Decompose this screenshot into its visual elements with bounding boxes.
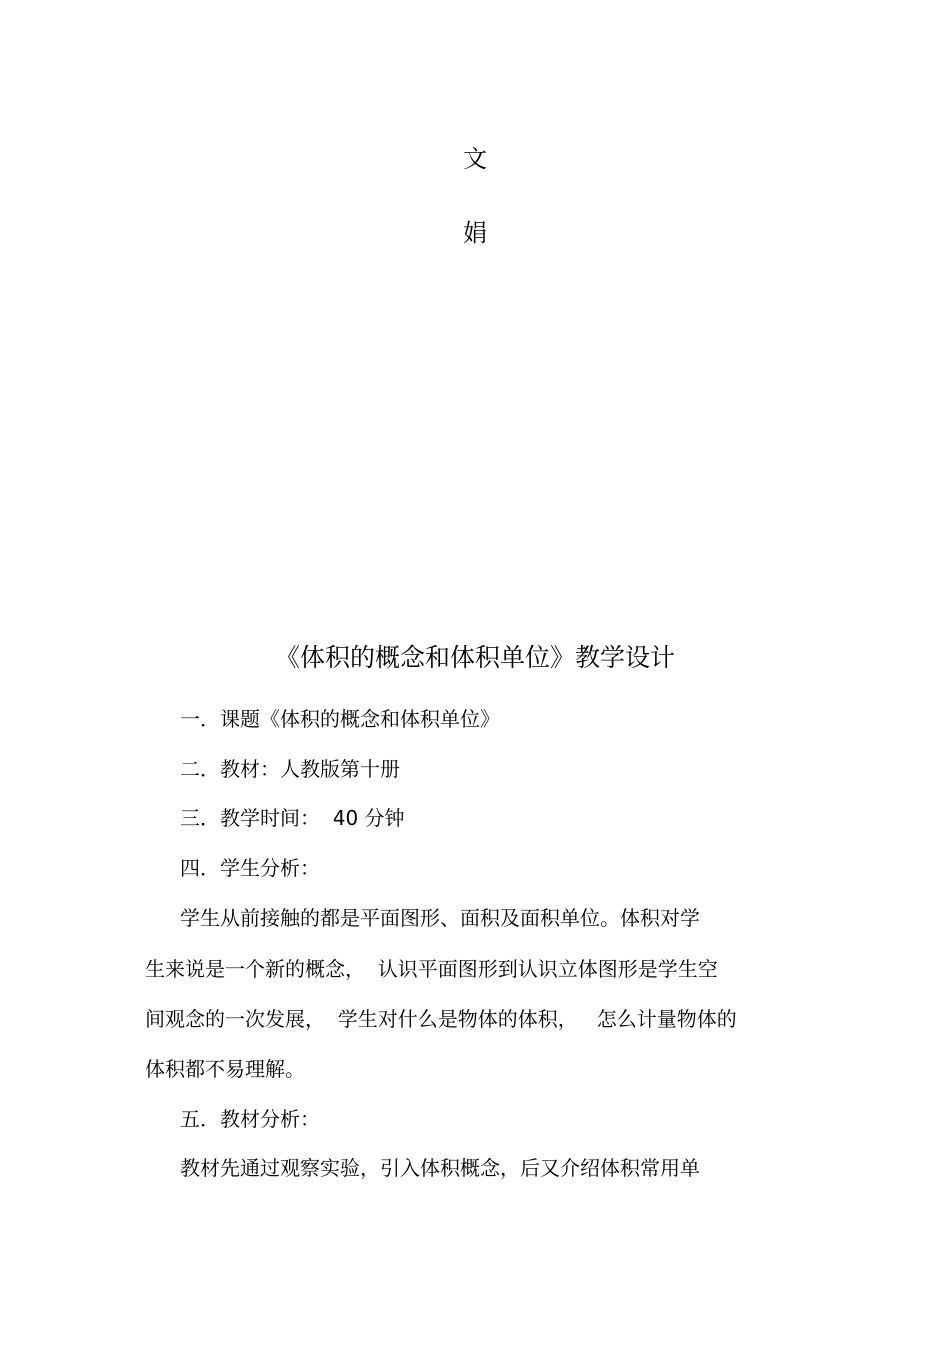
section-shijian: 三．教学时间： 40 分钟 [180,806,405,830]
header-char-2: 娟 [463,219,487,247]
document-title: 《体积的概念和体积单位》教学设计 [274,643,675,672]
paragraph-student-analysis-line: 间观念的一次发展， 学生对什么是物体的体积， 怎么计量物体的 [145,1007,737,1031]
paragraph-student-analysis-line: 体积都不易理解。 [145,1057,305,1081]
paragraph-student-analysis-line: 生来说是一个新的概念， 认识平面图形到认识立体图形是学生空 [145,957,718,981]
header-char-1: 文 [463,145,487,173]
paragraph-student-analysis-line: 学生从前接触的都是平面图形、面积及面积单位。体积对学 [180,906,700,930]
section-keti: 一．课题《体积的概念和体积单位》 [180,707,500,731]
section-jiaocai: 二．教材：人教版第十册 [180,757,400,781]
paragraph-material-analysis-line: 教材先通过观察实验，引入体积概念，后又介绍体积常用单 [180,1156,700,1180]
section-jiaocai-fenxi: 五．教材分析： [180,1107,320,1131]
section-xuesheng: 四．学生分析： [180,856,320,880]
